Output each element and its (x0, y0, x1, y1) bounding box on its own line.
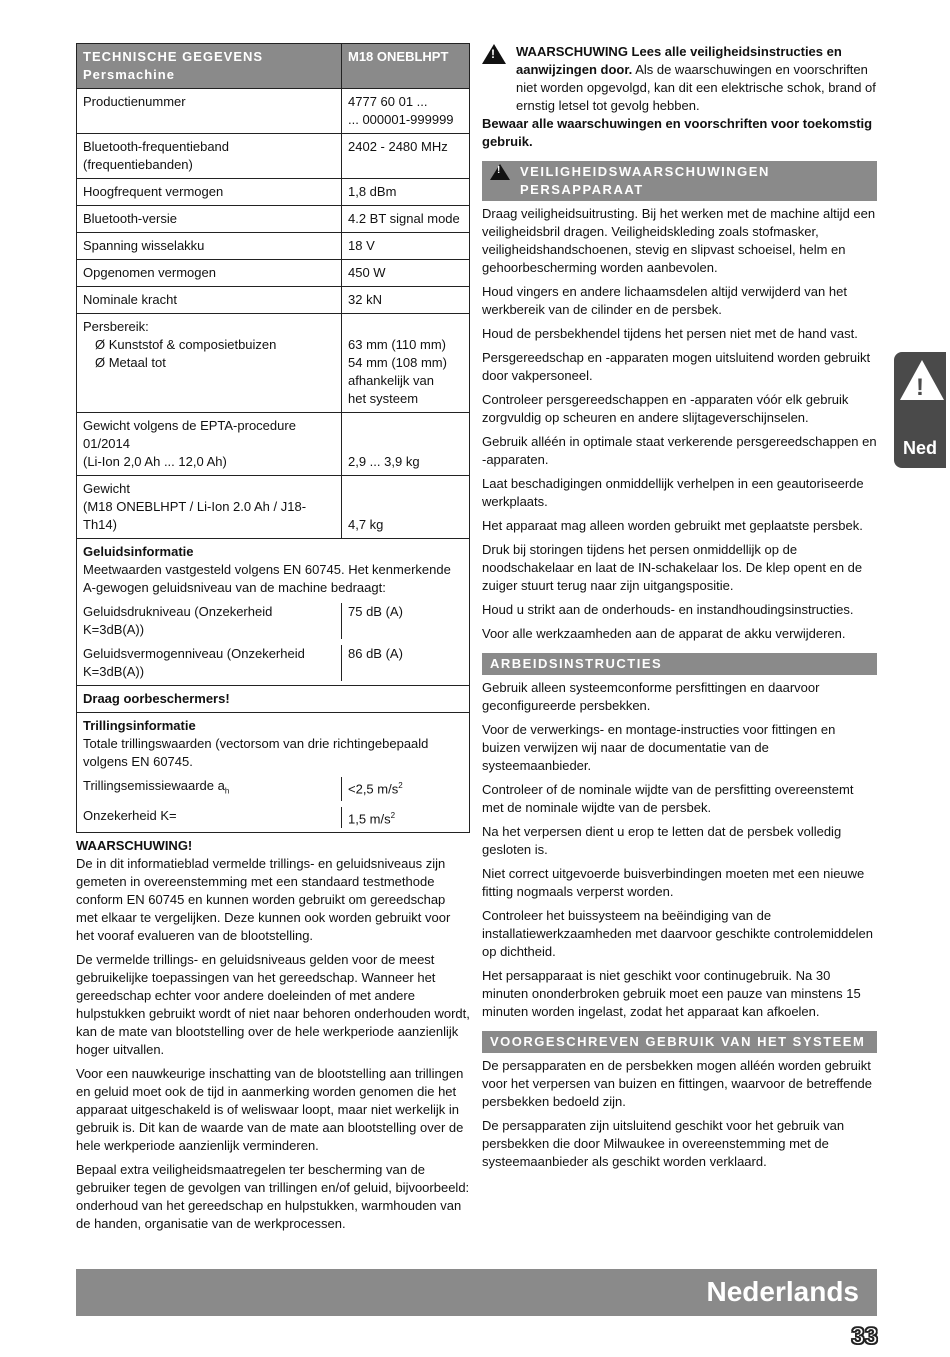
exclamation-icon: ! (491, 47, 495, 61)
table-row-weight (77, 476, 470, 539)
paragraph: Voor alle werkzaamheden aan de apparat de akku verwijderen. (482, 626, 846, 641)
row-label: Gewicht (83, 481, 130, 496)
noise-power-value: 86 dB (A) (348, 646, 403, 661)
row-label: Spanning wisselakku (77, 233, 342, 260)
noise-info-intro: A-gewogen geluidsniveau van de machine bedraagt: (83, 580, 386, 595)
row-value: 4,7 kg (342, 476, 470, 539)
table-title: TECHNISCHE GEGEVENS (83, 49, 264, 64)
row-value: 4777 60 01 ... (348, 94, 428, 109)
table-row (77, 206, 470, 233)
row-label: Hoogfrequent vermogen (77, 179, 342, 206)
model-name: M18 ONEBLHPT (342, 44, 470, 89)
general-warning-text: Als de waarschuwingen en voorschriften niet worden opgevolgd, kan dit een elektrische schok, brand of ernstig letsel tot gevolg hebben. (516, 62, 876, 113)
table-subtitle: Persmachine (83, 67, 175, 82)
row-value: het systeem (348, 391, 419, 406)
keep-instructions-note: Bewaar alle waarschuwingen en voorschriften voor toekomstig gebruik. (482, 116, 873, 149)
section-title: VOORGESCHREVEN GEBRUIK VAN HET SYSTEEM (490, 1034, 866, 1049)
noise-power-label: K=3dB(A)) (83, 664, 145, 679)
table-row-weight-epta (77, 413, 470, 476)
paragraph: Houd u strikt aan de onderhouds- en instandhoudingsinstructies. (482, 602, 854, 617)
paragraph: Gebruik alléén in optimale staat verkerende persgereedschappen en -apparaten. (482, 434, 877, 467)
row-value: afhankelijk van (348, 373, 434, 388)
table-row-persbereik (77, 314, 470, 413)
row-label: (Li-Ion 2,0 Ah ... 12,0 Ah) (83, 454, 227, 469)
paragraph: Persgereedschap en -apparaten mogen uitsluitend worden gebruikt door vakpersoneel. (482, 350, 871, 383)
paragraph: Voor een nauwkeurige inschatting van de blootstelling aan trillingen en geluid moet ook de tijd in aanmerking worden genomen die het apparaat uitgeschakeld is of weliswaar loopt, maar niet werkelijk in gebruik is. Dit kan de waarde van de mate aan blootstelling over de hele werkperiode aanzienlijk verminderen. (76, 1065, 464, 1153)
paragraph: De persapparaten en de persbekken mogen alléén worden gebruikt voor het verpersen van buizen en fittingen, waarvoor de betreffende persbekken bedoeld zijn. (482, 1058, 873, 1109)
footer-language: Nederlands (706, 1276, 859, 1307)
row-label: Productienummer (77, 89, 342, 134)
row-label: (M18 ONEBLHPT / Li-Ion 2.0 Ah / J18-Th14) (83, 499, 307, 532)
row-label: (frequentiebanden) (83, 157, 193, 172)
table-row (77, 134, 470, 179)
footer-language-bar (76, 1269, 877, 1316)
section-title: VEILIGHEIDSWAARSCHUWINGEN PERSAPPARAAT (520, 164, 770, 197)
paragraph: Houd vingers en andere lichaamsdelen altijd verwijderd van het werkbereik van de cilinder en de persbek. (482, 284, 847, 317)
ear-protection-advice: Draag oorbeschermers! (77, 686, 470, 713)
technical-data-table (76, 43, 470, 833)
vibration-info-title: Trillingsinformatie (83, 718, 196, 733)
row-label: Nominale kracht (77, 287, 342, 314)
table-row (77, 260, 470, 287)
row-label: Bluetooth-versie (77, 206, 342, 233)
vibration-emission-value: <2,5 m/s (348, 781, 399, 797)
vibration-emission-unit-sup: 2 (398, 781, 403, 790)
noise-pressure-row (83, 603, 463, 639)
vibration-uncertainty-row (83, 807, 463, 828)
row-value: 2402 - 2480 MHz (342, 134, 470, 179)
row-value: 450 W (342, 260, 470, 287)
paragraph: Controleer het buissysteem na beëindiging van de installatiewerkzaamheden met daarvoor geschikte controlemiddelen op dichtheid. (482, 908, 873, 959)
paragraph: Controleer persgereedschappen en -apparaten vóór elk gebruik zorgvuldig op scheuren en andere slijtageverschijnselen. (482, 392, 849, 425)
paragraph: Bepaal extra veiligheidsmaatregelen ter bescherming van de gebruiker tegen de gevolgen van trillingen en/of geluid, bijvoorbeeld: onderhoud van het gereedschap en hulpstukken, warmhouden van de handen, organisatie van de werkprocessen. (76, 1161, 470, 1231)
paragraph: Laat beschadigingen onmiddellijk verhelpen in een geautoriseerde werkplaats. (482, 476, 864, 509)
paragraph: Na het verpersen dient u erop te letten dat de persbek volledig gesloten is. (482, 824, 842, 857)
vibration-info-row (77, 713, 470, 833)
paragraph: Druk bij storingen tijdens het persen onmiddellijk op de noodschakelaar en laat de IN-schakelaar los. De klep opent en de zuiger stuurt terug naar zijn uitgangspositie. (482, 542, 863, 593)
paragraph: De persapparaten zijn uitsluitend geschikt voor het gebruik van persbekken die door Milwaukee in overeenstemming met de systeemaanbieder als geschikt worden verklaard. (482, 1118, 845, 1169)
row-label: Opgenomen vermogen (77, 260, 342, 287)
exclamation-icon: ! (497, 165, 502, 176)
row-value: 63 mm (110 mm) (348, 337, 446, 352)
paragraph: De in dit informatieblad vermelde trillings- en geluidsniveaus zijn gemeten in overeenstemming met een standaard testmethode conform EN 60745 en kunnen worden gebruikt om gereedschap met elkaar te vergelijken. Deze kunnen ook worden gebruikt voor het vooraf evalueren van de blootstelling. (76, 855, 451, 943)
row-value: 4.2 BT signal mode (342, 206, 470, 233)
noise-pressure-value: 75 dB (A) (348, 604, 403, 619)
table-row (77, 89, 470, 134)
exclamation-icon: ! (916, 374, 924, 401)
vibration-info-intro: Totale trillingswaarden (vectorsom van drie richtingebepaald (83, 736, 429, 751)
section-intended-use (482, 1031, 877, 1053)
noise-info-title: Geluidsinformatie (83, 544, 194, 559)
warning-heading: WAARSCHUWING! (76, 837, 193, 853)
noise-power-row (83, 645, 463, 681)
noise-power-label: Geluidsvermogenniveau (Onzekerheid (83, 646, 305, 661)
row-label: 01/2014 (83, 436, 130, 451)
row-label: Gewicht volgens de EPTA-procedure (83, 418, 296, 433)
general-warning-title: WAARSCHUWING Lees alle veiligheidsinstructies en aanwijzingen door. (516, 44, 842, 77)
paragraph: Het persapparaat is niet geschikt voor continugebruik. Na 30 minuten ononderbroken gebruik moet een pauze van minstens 15 minuten worden ingelast, zodat het apparaat kan afkoelen. (482, 968, 861, 1019)
paragraph: Controleer of de nominale wijdte van de persfitting overeenstemt met de nominale wijdte van de persbek. (482, 782, 854, 815)
page-number: 33 (851, 1323, 878, 1350)
left-column (76, 43, 470, 1239)
language-side-tab (894, 352, 946, 468)
general-warning (482, 43, 877, 115)
section-safety-warnings (482, 161, 877, 201)
language-tab-label: Ned (902, 438, 937, 458)
row-value: 54 mm (108 mm) (348, 355, 447, 370)
table-header (77, 44, 470, 89)
paragraph: Houd de persbekhendel tijdens het persen niet met de hand vast. (482, 326, 858, 341)
row-sublabel: Ø Metaal tot (95, 355, 166, 370)
table-row (77, 233, 470, 260)
paragraph: Draag veiligheidsuitrusting. Bij het werken met de machine altijd een veiligheidsbril dragen. Veiligheidskleding zoals stofmasker, veiligheidshandschoenen, stevig en slipvast schoeisel, helm en gehoorbescherming worden aanbevolen. (482, 206, 876, 275)
row-label: Bluetooth-frequentieband (83, 139, 230, 154)
paragraph: De vermelde trillings- en geluidsniveaus gelden voor de meest gebruikelijke toepassingen van het gereedschap. Wanneer het gereedschap echter voor andere doeleinden of met andere hulpstukken gebruikt wordt of niet naar behoren onderhouden wordt, kan de mate van blootstelling over de hele werkperiode aanzienlijk hoger uitvallen. (76, 951, 470, 1057)
noise-info-intro: Meetwaarden vastgesteld volgens EN 60745. Het kenmerkende (83, 562, 451, 577)
row-value: 2,9 ... 3,9 kg (342, 413, 470, 476)
vibration-emission-sub: h (224, 786, 230, 796)
row-value: 1,8 dBm (342, 179, 470, 206)
row-value: ... 000001-999999 (348, 112, 454, 127)
row-value: 18 V (342, 233, 470, 260)
paragraph: Niet correct uitgevoerde buisverbindingen moeten met een nieuwe fitting nogmaals verperst worden. (482, 866, 865, 899)
right-column (482, 43, 877, 1177)
paragraph: Het apparaat mag alleen worden gebruikt met geplaatste persbek. (482, 518, 863, 533)
vibration-uncertainty-value: 1,5 m/s (348, 810, 391, 826)
ear-protection-row (77, 686, 470, 713)
vibration-info-intro: volgens EN 60745. (83, 754, 193, 769)
vibration-emission-label: Trillingsemissiewaarde a (83, 778, 225, 793)
row-value: 32 kN (342, 287, 470, 314)
vibration-emission-row (83, 777, 463, 801)
vibration-uncertainty-unit-sup: 2 (390, 810, 396, 820)
table-row (77, 179, 470, 206)
section-title: ARBEIDSINSTRUCTIES (490, 656, 663, 671)
section-work-instructions (482, 653, 877, 675)
table-row (77, 287, 470, 314)
paragraph: Voor de verwerkings- en montage-instructies voor fittingen en buizen verwijzen wij naar de documentatie van de systeemaanbieder. (482, 722, 836, 773)
row-sublabel: Ø Kunststof & composietbuizen (95, 337, 277, 352)
noise-pressure-label: Geluidsdrukniveau (Onzekerheid K=3dB(A)) (83, 603, 342, 639)
row-label: Persbereik: (83, 319, 149, 334)
noise-info-row (77, 539, 470, 686)
vibration-uncertainty-label: Onzekerheid K= (83, 807, 342, 828)
paragraph: Gebruik alleen systeemconforme persfittingen en daarvoor geconfigureerde persbekken. (482, 680, 820, 713)
